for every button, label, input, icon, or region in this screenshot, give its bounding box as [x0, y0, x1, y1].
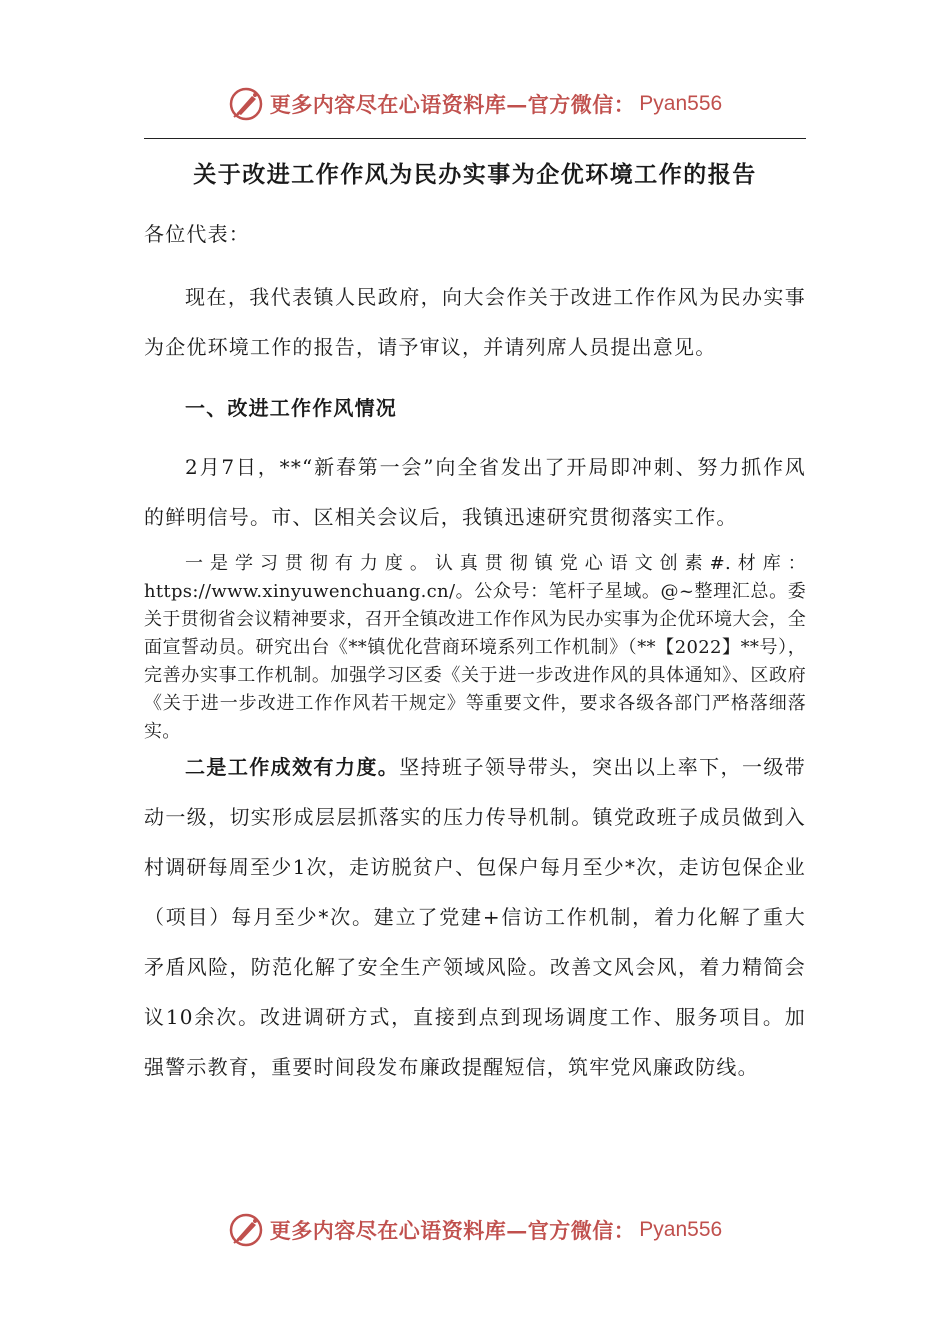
- banner-handle: Pyan556: [639, 92, 723, 115]
- header-banner: [0, 84, 950, 124]
- pen-circle-logo-icon: [228, 1212, 264, 1248]
- banner-text: 更多内容尽在心语资料库—官方微信：: [269, 92, 636, 117]
- item-two-body: 坚持班子领导带头，突出以上率下，一级带动一级，切实形成层层抓落实的压力传导机制。镇党政班子成员做到入村调研每周至少1次，走访脱贫户、包保户每月至少*次，走访包保企业（项目）每月至少*次。建立了党建+信访工作机制，着力化解了重大矛盾风险，防范化解了安全生产领域风险。改善文风会风，着力精简会议10余次。改进调研方式，直接到点到现场调度工作、服务项目。加强警示教育，重要时间段发布廉政提醒短信，筑牢党风廉政防线。: [144, 755, 806, 1079]
- intro-paragraph: 现在，我代表镇人民政府，向大会作关于改进工作作风为民办实事为企优环境工作的报告，请予审议，并请列席人员提出意见。: [144, 285, 806, 359]
- footer-banner: [0, 1210, 950, 1250]
- item-two-lead: 二是工作成效有力度。: [185, 755, 400, 779]
- item-two-paragraph: [144, 742, 806, 1092]
- pen-circle-logo-icon: [228, 86, 264, 122]
- banner-handle: Pyan556: [639, 1218, 723, 1241]
- section-heading: 一、改进工作作风情况: [185, 396, 397, 420]
- date-paragraph: 2月7日，**“新春第一会”向全省发出了开局即冲刺、努力抓作风的鲜明信号。市、区相关会议后，我镇迅速研究贯彻落实工作。: [144, 455, 806, 529]
- item-one-paragraph: 一是学习贯彻有力度。认真贯彻镇党心语文创素#.材库：https://www.xinyuwenchuang.cn/。公众号：笔杆子星域。@~整理汇总。委关于贯彻省会议精神要求，召开全镇改进工作作风为民办实事为企优环境大会，全面宣誓动员。研究出台《**镇优化营商环境系列工作机制》（**【2022】**号），完善办实事工作机制。加强学习区委《关于进一步改进作风的具体通知》、区政府《关于进一步改进工作作风若干规定》等重要文件，要求各级各部门严格落细落实。: [144, 553, 806, 742]
- banner-text: 更多内容尽在心语资料库—官方微信：: [269, 1218, 636, 1243]
- document-title: 关于改进工作作风为民办实事为企优环境工作的报告: [193, 161, 757, 188]
- salutation: 各位代表：: [144, 222, 250, 246]
- header-divider: [144, 138, 806, 139]
